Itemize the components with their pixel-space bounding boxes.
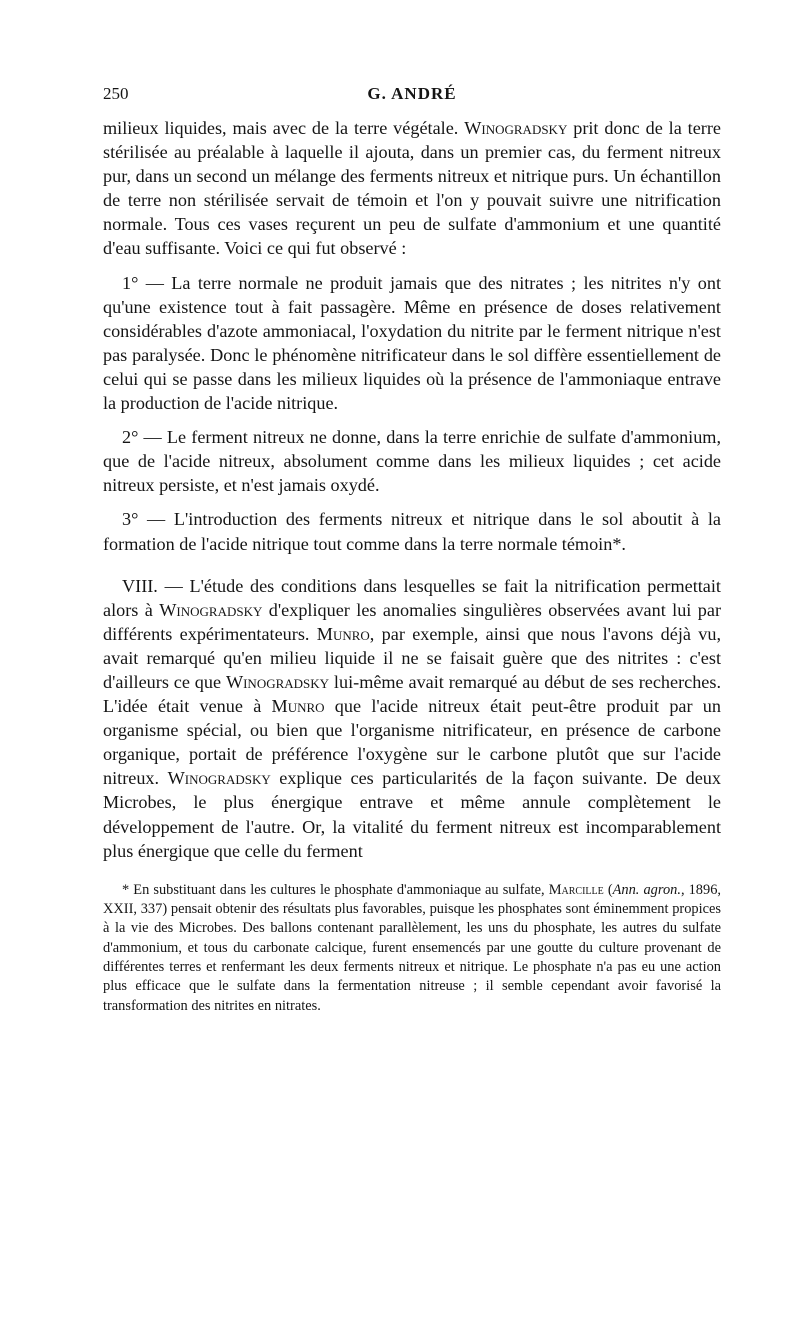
author-name: Winogradsky	[159, 599, 263, 620]
page-number: 250	[103, 84, 129, 103]
author-name: Winogradsky	[464, 118, 568, 138]
footnote-text: * En substituant dans les cultures le phosphate d'ammoniaque au sulfate, Marcille (Ann. agron., 1896, XXII, 337) pensait obtenir des résultats plus favorables, puisque les phosphates sont éminemment propices à la vie des Microbes. Des ballons contenant parallèlement, les uns du phosphate, les autres du sulfate d'ammonium, et tous du carbonate calcique, furent ensemencés par une goutte du culture provenant de différentes terres et renfermant les deux ferments nitreux et nitrique. Le phosphate n'a pas eu une action plus efficace que le sulfate dans la fermentation nitreuse ; il semble cependant avoir favorisé la transformation des nitrites en nitrates.	[103, 881, 721, 1014]
author-name: Munro	[316, 623, 370, 644]
body-text	[103, 116, 721, 863]
footnote	[103, 881, 721, 1016]
running-head: G. ANDRÉ	[367, 84, 457, 103]
author-name: Marcille	[548, 881, 604, 898]
paragraph-3: 2° — Le ferment nitreux ne donne, dans la terre enrichie de sulfate d'ammonium, que de l'acide nitreux, absolument comme dans les milieux liquides ; cet acide nitreux persiste, et n'est jamais oxydé.	[103, 427, 721, 496]
page	[103, 84, 721, 1016]
author-name: Munro	[271, 696, 325, 717]
paragraph-4: 3° — L'introduction des ferments nitreux et nitrique dans le sol aboutit à la formation de l'acide nitrique tout comme dans la terre normale témoin*.	[103, 509, 721, 554]
author-name: Winogradsky	[167, 768, 271, 789]
paragraph-2: 1° — La terre normale ne produit jamais que des nitrates ; les nitrites n'y ont qu'une existence tout à fait passagère. Même en présence de doses relativement considérables d'azote ammoniacal, l'oxydation du nitrite par le ferment nitrique n'est pas paralysée. Donc le phénomène nitrificateur dans le sol diffère essentiellement de celui qui se passe dans les milieux liquides où la présence de l'ammoniaque entrave la production de l'acide nitrique.	[103, 272, 721, 414]
page-header	[103, 84, 721, 108]
author-name: Winogradsky	[225, 671, 330, 692]
journal-title: Ann. agron.	[612, 881, 681, 898]
paragraph-5: VIII. — L'étude des conditions dans lesquelles se fait la nitrification permettait alors à Winogradsky d'expliquer les anomalies singulières observées avant lui par différents expérimentateurs. Munro, par exemple, ainsi que nous l'avons déjà vu, avait remarqué qu'en milieu liquide il ne se faisait guère que des nitrites : c'est d'ailleurs ce que Winogradsky lui-même avait remarqué au début de ses recherches. L'idée était venue à Munro que l'acide nitreux était peut-être produit par un organisme spécial, ou bien que l'organisme nitrificateur, en présence de carbone organique, portait de préférence l'oxygène sur le carbone plutôt que sur l'acide nitreux. Winogradsky explique ces particularités de la façon suivante. De deux Microbes, le plus énergique entrave et même annule complètement le développement de l'autre. Or, la vitalité du ferment nitreux est incomparablement plus énergique que celle du ferment	[103, 575, 722, 861]
paragraph-1: milieux liquides, mais avec de la terre végétale. Winogradsky prit donc de la terre stérilisée au préalable à laquelle il ajouta, dans un premier cas, du ferment nitreux pur, dans un second un mélange des ferments nitreux et nitrique purs. Un échantillon de terre non stérilisée servait de témoin et l'on y pouvait suivre une nitrification normale. Tous ces vases reçurent un peu de sulfate d'ammonium et une quantité d'eau suffisante. Voici ce qui fut observé :	[103, 118, 721, 259]
